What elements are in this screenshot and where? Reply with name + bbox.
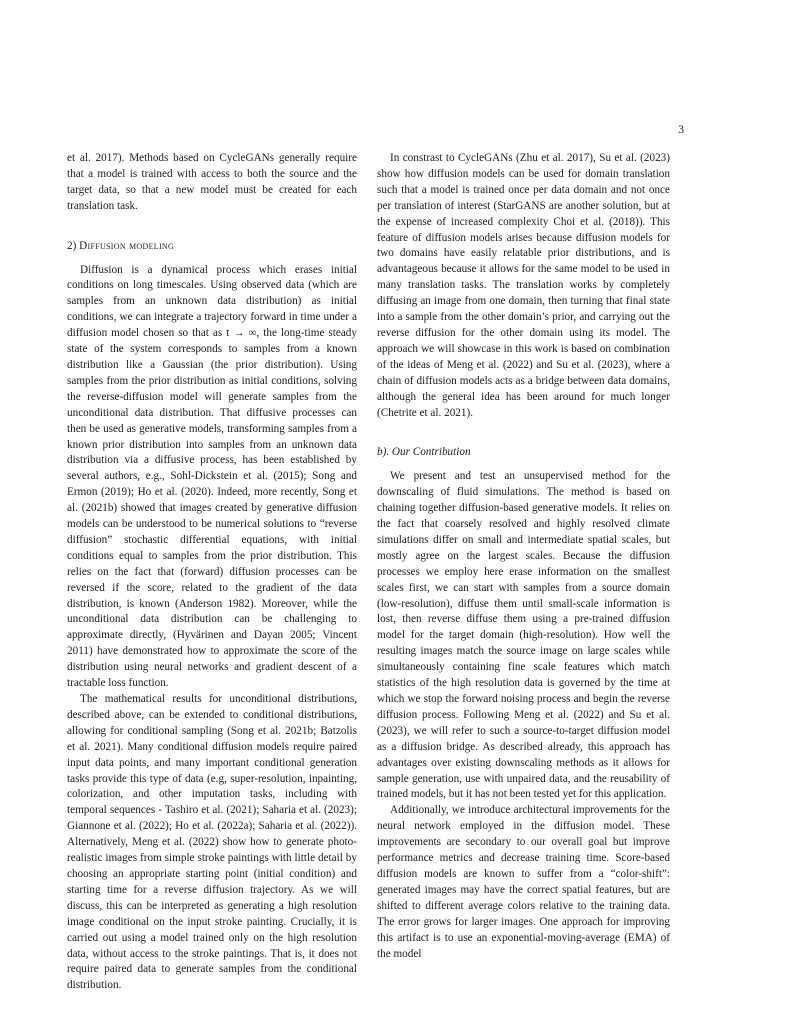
section-heading — [67, 239, 357, 255]
intro-paragraph: et al. 2017). Methods based on CycleGANs generally require that a model is trained with access to both the source and the target data, so that a new model must be created for each translation task. — [67, 152, 357, 212]
section-heading-title: Diffusion modeling — [79, 239, 175, 252]
paragraph: In constrast to CycleGANs (Zhu et al. 2017), Su et al. (2023) show how diffusion models can be used for domain translation such that a model is trained once per data domain and not once per translation of interest (StarGANS are another solution, but at the expense of increased complexity Choi et al. (2018)). This feature of diffusion models arises because diffusion models for two domains have easily relatable prior distributions, and is advantageous because it allows for the same model to be used in many translation tasks. The translation works by completely diffusing an image from one domain, then turning that final state into a sample from the other domain’s prior, and carrying out the reverse diffusion for the other domain using its model. The approach we will showcase in this work is based on combination of the ideas of Meng et al. (2022) and Su et al. (2023), where a chain of diffusion models acts as a bridge between data domains, although the general idea has been around for much longer (Chetrite et al. 2021). — [377, 152, 670, 419]
paragraph: The mathematical results for unconditional distributions, described above, can be extended to conditional distributions, allowing for conditional sampling (Song et al. 2021b; Batzolis et al. 2021). Many conditional diffusion models require paired input data points, and many important conditional generation tasks provide this type of data (e.g, super-resolution, inpainting, colorization, and other imputation tasks, including with temporal sequences - Tashiro et al. (2021); Saharia et al. (2023); Giannone et al. (2022); Ho et al. (2022a); Saharia et al. (2022)). Alternatively, Meng et al. (2022) show how to generate photo-realistic images from simple stroke paintings with little detail by choosing an appropriate starting point (initial condition) and starting time for a reverse diffusion trajectory. As we will discuss, this can be interpreted as generating a high resolution image conditional on the input stroke painting. Crucially, it is carried out using a model trained only on the high resolution data, without access to the stroke paintings. That is, it does not require paired data to generate samples from the conditional distribution. — [67, 693, 357, 992]
paragraph: We present and test an unsupervised method for the downscaling of fluid simulations. The method is based on chaining together diffusion-based generative models. It relies on the fact that coarsely resolved and highly resolved climate simulations differ on small and intermediate spatial scales, but mostly agree on the largest scales. Because the diffusion processes we employ here erase information on the smallest scales first, we can start with samples from a source domain (low-resolution), diffuse them until small-scale information is lost, then reverse diffuse them using a pre-trained diffusion model for the target domain (high-resolution). How well the resulting images match the source image on large scales while simultaneously containing fine scale features which match statistics of the high resolution data is governed by the time at which we stop the forward noising process and begin the reverse diffusion process. Following Meng et al. (2022) and Su et al. (2023), we will refer to such a source-to-target diffusion model as a diffusion bridge. As described already, this approach has advantages over existing downscaling methods as it allows for sample generation, use with unpaired data, and the reusability of trained models, but it has not been tested yet for this application. — [377, 470, 670, 801]
right-column — [377, 151, 670, 962]
paragraph: Diffusion is a dynamical process which erases initial conditions on long timescales. Using observed data (which are samples from an unknown data distribution) as initial conditions, we can integrate a trajectory forward in time under a diffusion model chosen so that as t → ∞, the long-time steady state of the system corresponds to samples from a known distribution like a Gaussian (the prior distribution). Using samples from the prior distribution as initial conditions, solving the reverse-diffusion model will generate samples from the unconditional data distribution. That diffusive processes can then be used as generative models, transforming samples from a known prior distribution into samples from an unknown data distribution via a diffusive process, has been established by several authors, e.g., Sohl-Dickstein et al. (2015); Song and Ermon (2019); Ho et al. (2020). Indeed, more recently, Song et al. (2021b) showed that images created by generative diffusion models can be understood to be numerical solutions to “reverse diffusion” stochastic differential equations, with initial conditions equal to samples from the prior distribution. This relies on the fact that (forward) diffusion processes can be reversed if the score, related to the gradient of the data distribution, is known (Anderson 1982). Moreover, while the unconditional data distribution can be challenging to approximate directly, (Hyvärinen and Dayan 2005; Vincent 2011) have demonstrated how to approximate the score of the distribution using neural networks and gradient descent of a tractable loss function. — [67, 263, 357, 690]
left-column — [67, 151, 357, 994]
paragraph: Additionally, we introduce architectural improvements for the neural network employed in the diffusion model. These improvements are secondary to our overall goal but improve performance metrics and decrease training time. Score-based diffusion models are known to suffer from a “color-shift”: generated images may have the correct spatial features, but are shifted to different average colors relative to the training data. The error grows for larger images. One approach for improving this artifact is to use an exponential-moving-average (EMA) of the model — [377, 804, 670, 960]
section-heading-number: 2) — [67, 239, 77, 252]
subsection-heading: b). Our Contribution — [377, 446, 471, 459]
page-number: 3 — [678, 124, 684, 136]
